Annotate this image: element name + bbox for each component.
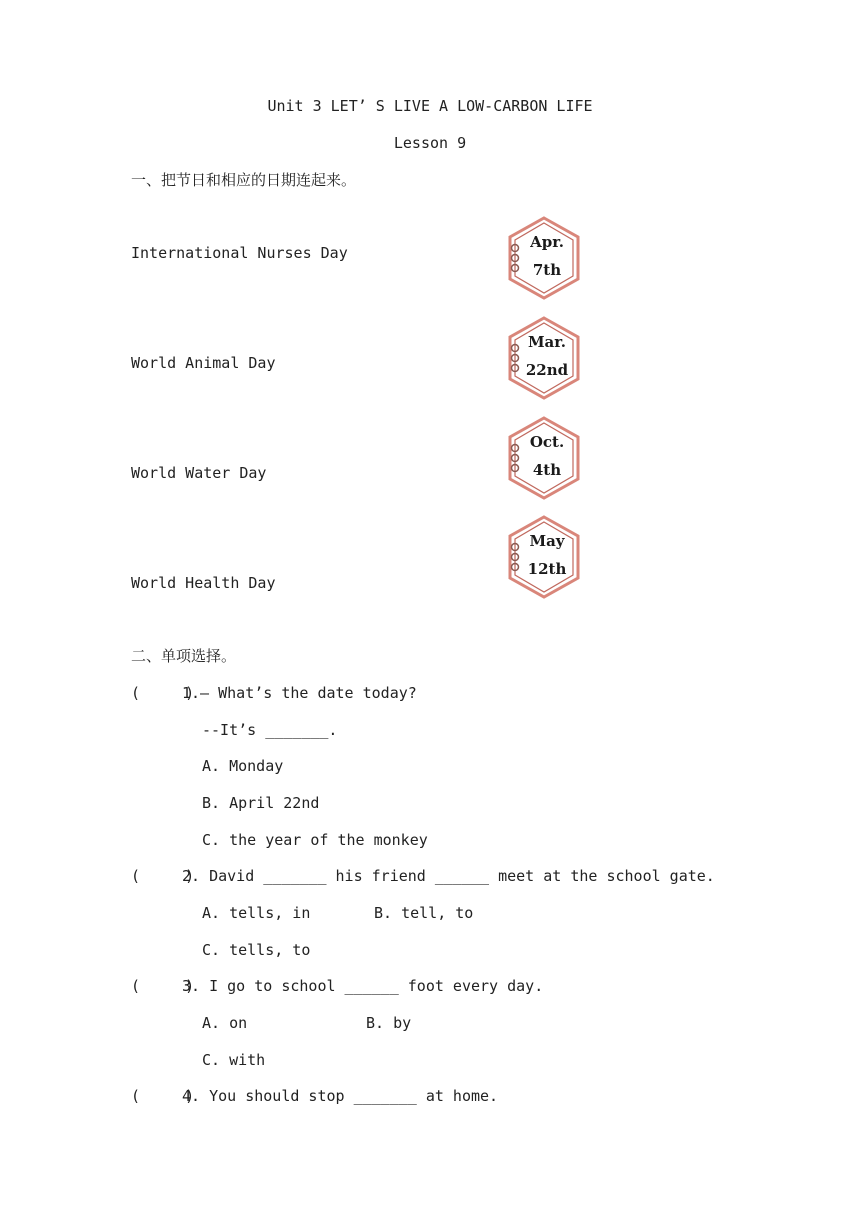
question-stem: 2. David _______ his friend ______ meet at the school gate. — [182, 867, 715, 885]
festival-item: World Water Day — [131, 464, 267, 482]
section1-heading: 一、把节日和相应的日期连起来。 — [131, 171, 357, 189]
badge-month: Oct. — [529, 433, 565, 451]
badge-month: Mar. — [527, 333, 567, 351]
option: B. April 22nd — [202, 794, 320, 812]
hexagon-calendar-icon — [507, 216, 581, 300]
answer-blank: ( ) — [131, 1087, 195, 1105]
answer-blank: ( ) — [131, 977, 195, 995]
option: A. tells, in — [202, 904, 311, 922]
date-badge — [507, 316, 581, 400]
festival-item: World Health Day — [131, 574, 276, 592]
badge-month: Apr. — [530, 233, 564, 251]
badge-day: 4th — [532, 461, 562, 479]
question-stem-line2: --It’s _______. — [202, 721, 338, 739]
badge-day: 22nd — [525, 361, 569, 379]
question-stem: 1.— What’s the date today? — [182, 684, 417, 702]
festival-item: World Animal Day — [131, 354, 276, 372]
answer-blank: ( ) — [131, 867, 195, 885]
badge-day: 12th — [527, 560, 567, 578]
date-badge — [507, 515, 581, 599]
option: C. with — [202, 1051, 266, 1069]
option: C. the year of the monkey — [202, 831, 428, 849]
badge-day: 7th — [532, 261, 562, 279]
section2-heading: 二、单项选择。 — [131, 647, 237, 665]
badge-month: May — [529, 532, 565, 550]
date-badge — [507, 416, 581, 500]
option: B. by — [366, 1014, 412, 1032]
question-stem: 4. You should stop _______ at home. — [182, 1087, 499, 1105]
option: C. tells, to — [202, 941, 311, 959]
lesson-title: Lesson 9 — [393, 134, 467, 152]
hexagon-calendar-icon — [507, 316, 581, 400]
option: B. tell, to — [374, 904, 474, 922]
answer-blank: ( ) — [131, 684, 195, 702]
question-stem: 3. I go to school ______ foot every day. — [182, 977, 544, 995]
unit-title: Unit 3 LET’ S LIVE A LOW-CARBON LIFE — [267, 97, 593, 115]
option: A. on — [202, 1014, 248, 1032]
option: A. Monday — [202, 757, 284, 775]
festival-item: International Nurses Day — [131, 244, 348, 262]
hexagon-calendar-icon — [507, 515, 581, 599]
hexagon-calendar-icon — [507, 416, 581, 500]
date-badge — [507, 216, 581, 300]
